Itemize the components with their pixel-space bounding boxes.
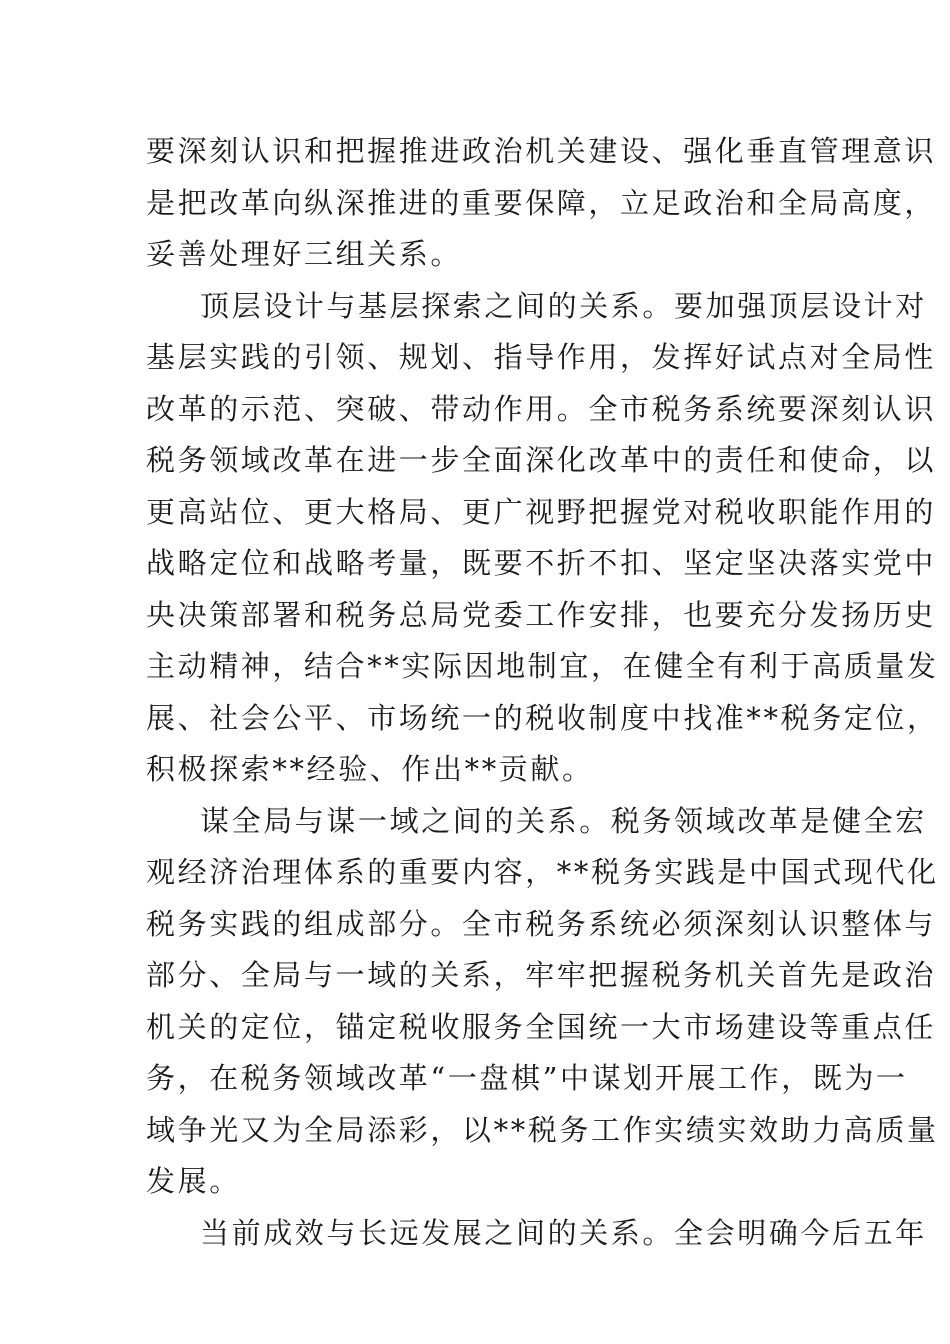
text-line: 积极探索**经验、作出**贡献。 (146, 752, 594, 786)
text-line: 机关的定位，锚定税收服务全国统一大市场建设等重点任 (146, 1010, 937, 1044)
paragraph-heading-line: 顶层设计与基层探索之间的关系。要加强顶层设计对 (200, 289, 927, 323)
text-line: 妥善处理好三组关系。 (146, 237, 463, 271)
text-line: 部分、全局与一域的关系，牢牢把握税务机关首先是政治 (146, 958, 937, 992)
text-line: 税务领域改革在进一步全面深化改革中的责任和使命，以 (146, 443, 937, 477)
paragraph-heading-line: 谋全局与谋一域之间的关系。税务领域改革是健全宏 (200, 804, 927, 838)
text-line: 发展。 (146, 1164, 241, 1198)
text-line: 展、社会公平、市场统一的税收制度中找准**税务定位， (146, 701, 939, 735)
text-line: 战略定位和战略考量，既要不折不扣、坚定坚决落实党中 (146, 546, 937, 580)
text-line: 要深刻认识和把握推进政治机关建设、强化垂直管理意识 (146, 134, 937, 168)
text-line: 央决策部署和税务总局党委工作安排，也要充分发扬历史 (146, 598, 937, 632)
text-line: 主动精神，结合**实际因地制宜，在健全有利于高质量发 (146, 649, 939, 683)
text-line: 域争光又为全局添彩，以**税务工作实绩实效助力高质量 (146, 1113, 939, 1147)
text-line: 改革的示范、突破、带动作用。全市税务系统要深刻认识 (146, 392, 937, 426)
paragraph-heading-line: 当前成效与长远发展之间的关系。全会明确今后五年 (200, 1216, 927, 1250)
text-line: 税务实践的组成部分。全市税务系统必须深刻认识整体与 (146, 907, 937, 941)
text-line: 更高站位、更大格局、更广视野把握党对税收职能作用的 (146, 495, 937, 529)
text-line: 务，在税务领域改革“一盘棋”中谋划开展工作，既为一 (146, 1061, 908, 1095)
text-line: 观经济治理体系的重要内容，**税务实践是中国式现代化 (146, 855, 939, 889)
text-line: 基层实践的引领、规划、指导作用，发挥好试点对全局性 (146, 340, 937, 374)
text-line: 是把改革向纵深推进的重要保障，立足政治和全局高度， (146, 186, 937, 220)
